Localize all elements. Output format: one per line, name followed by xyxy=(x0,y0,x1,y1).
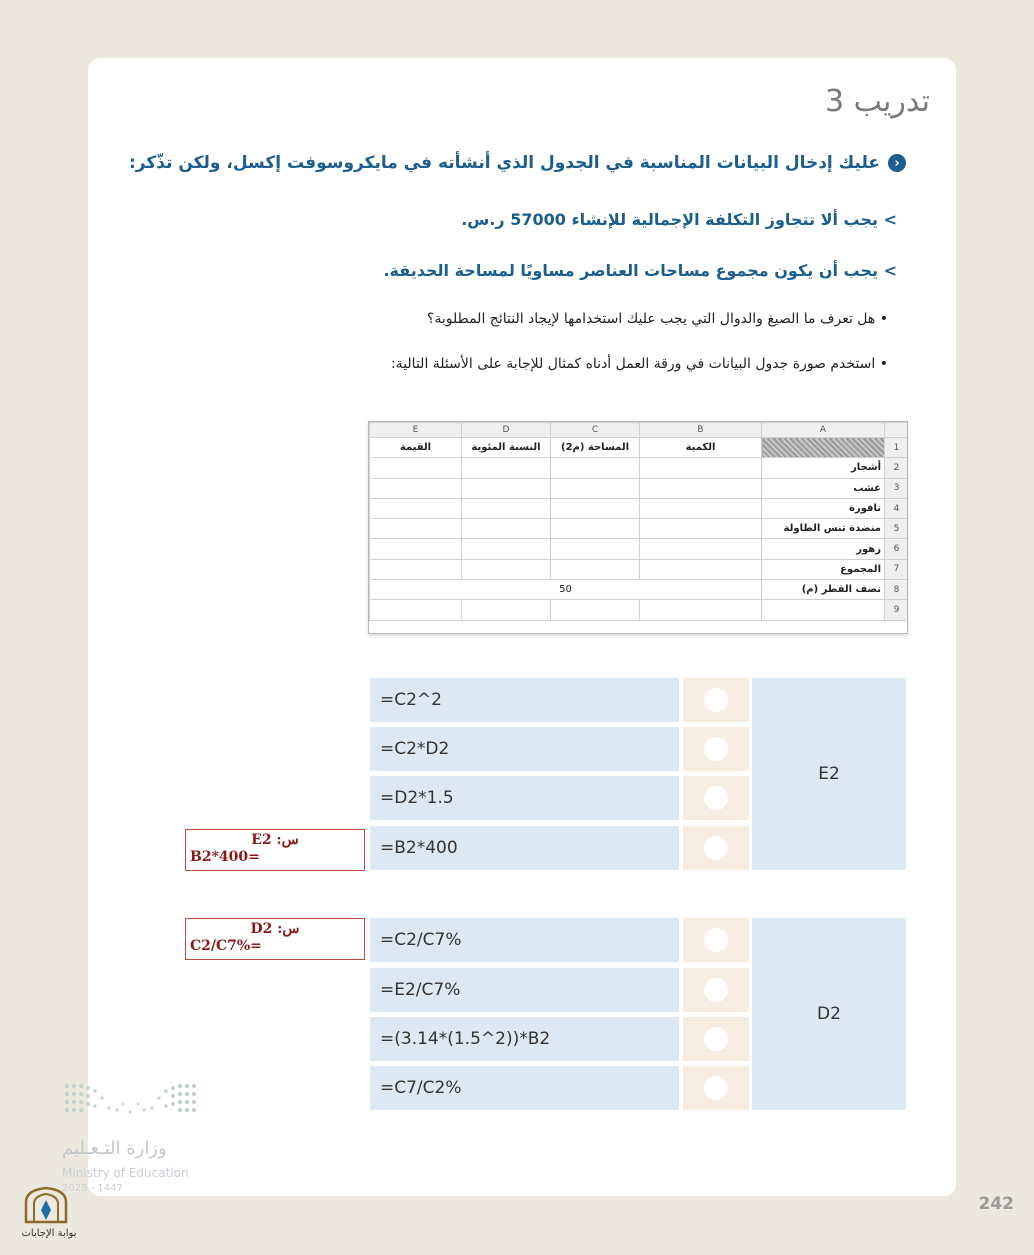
chevron-icon: ‹ xyxy=(888,154,906,172)
radio-button[interactable] xyxy=(704,928,728,952)
row-number: 6 xyxy=(885,539,909,559)
header-area: المساحة (م2) xyxy=(551,438,640,458)
cell xyxy=(551,458,640,478)
radio-cell[interactable] xyxy=(683,1017,749,1061)
cell xyxy=(462,600,551,620)
cell xyxy=(370,498,462,518)
cell xyxy=(640,539,762,559)
ministry-name-english: Ministry of Education xyxy=(62,1166,189,1180)
cell xyxy=(551,559,640,579)
cell xyxy=(551,498,640,518)
question1-cell: E2 xyxy=(752,678,906,870)
cell-a1 xyxy=(762,438,885,458)
radio-cell[interactable] xyxy=(683,1066,749,1110)
site-logo-text: بوابة الإجابات xyxy=(21,1228,77,1239)
cell xyxy=(640,559,762,579)
row-label: أشجار xyxy=(762,458,885,478)
option-q2-c[interactable]: =(3.14*(1.5^2))*B2 xyxy=(370,1017,679,1061)
row-number: 5 xyxy=(885,519,909,539)
cell xyxy=(462,519,551,539)
site-logo-icon xyxy=(18,1186,74,1224)
radio-button[interactable] xyxy=(704,836,728,860)
rule-area: > يجب أن يكون مجموع مساحات العناصر مساويًا لمساحة الحديقة. xyxy=(383,261,897,280)
col-header-e: E xyxy=(370,423,462,438)
cell xyxy=(462,559,551,579)
radio-button[interactable] xyxy=(704,786,728,810)
row-number: 4 xyxy=(885,498,909,518)
row-label: عشب xyxy=(762,478,885,498)
row-number: 2 xyxy=(885,458,909,478)
cell xyxy=(370,519,462,539)
row-number: 1 xyxy=(885,438,909,458)
cell xyxy=(640,458,762,478)
radio-cell[interactable] xyxy=(683,776,749,820)
row-label: نافورة xyxy=(762,498,885,518)
option-q1-d[interactable]: =B2*400 xyxy=(370,826,679,870)
radio-cell[interactable] xyxy=(683,678,749,722)
radio-cell[interactable] xyxy=(683,918,749,962)
radio-button[interactable] xyxy=(704,737,728,761)
cell xyxy=(370,478,462,498)
cell xyxy=(640,478,762,498)
radio-button[interactable] xyxy=(704,978,728,1002)
col-header-d: D xyxy=(462,423,551,438)
corner-cell xyxy=(885,423,909,438)
radio-cell[interactable] xyxy=(683,727,749,771)
cell xyxy=(640,600,762,620)
note-line-2: C2/C7%= xyxy=(190,938,262,954)
radio-button[interactable] xyxy=(704,1027,728,1051)
radius-value: 50 xyxy=(370,580,762,600)
instruction-text: عليك إدخال البيانات المناسبة في الجدول الذي أنشأته في مايكروسوفت إكسل، ولكن تذّكر: xyxy=(128,153,880,173)
cell xyxy=(462,458,551,478)
row-label: نصف القطر (م) xyxy=(762,580,885,600)
cell xyxy=(551,519,640,539)
option-q1-b[interactable]: =C2*D2 xyxy=(370,727,679,771)
rule-cost: > يجب ألا تتجاوز التكلفة الإجمالية للإنشاء 57000 ر.س. xyxy=(461,210,897,229)
option-q1-c[interactable]: =D2*1.5 xyxy=(370,776,679,820)
cell xyxy=(640,519,762,539)
cell xyxy=(462,539,551,559)
row-label: المجموع xyxy=(762,559,885,579)
radio-button[interactable] xyxy=(704,1076,728,1100)
row-number: 8 xyxy=(885,580,909,600)
header-percent: النسبة المئوية xyxy=(462,438,551,458)
col-header-a: A xyxy=(762,423,885,438)
cell xyxy=(370,559,462,579)
answer-note-2 xyxy=(185,918,365,960)
col-header-c: C xyxy=(551,423,640,438)
cell xyxy=(370,539,462,559)
cell xyxy=(640,498,762,518)
question2-cell: D2 xyxy=(752,918,906,1110)
radio-cell[interactable] xyxy=(683,968,749,1012)
bullet-instruction: • استخدم صورة جدول البيانات في ورقة العمل أدناه كمثال للإجابة على الأسئلة التالية: xyxy=(390,356,888,372)
ministry-year: 2025 - 1447 xyxy=(62,1183,123,1194)
row-number: 7 xyxy=(885,559,909,579)
instruction xyxy=(129,153,906,173)
note-line-1: س: E2 xyxy=(251,832,299,848)
cell xyxy=(462,498,551,518)
cell xyxy=(370,600,462,620)
option-q1-a[interactable]: =C2^2 xyxy=(370,678,679,722)
exercise-title: تدريب 3 xyxy=(824,84,930,119)
cell xyxy=(551,600,640,620)
row-label: زهور xyxy=(762,539,885,559)
page-number: 242 xyxy=(978,1194,1014,1214)
radio-cell[interactable] xyxy=(683,826,749,870)
option-q2-a[interactable]: =C2/C7% xyxy=(370,918,679,962)
answer-note-1 xyxy=(185,829,365,871)
col-header-b: B xyxy=(640,423,762,438)
cell xyxy=(370,458,462,478)
row-number: 3 xyxy=(885,478,909,498)
note-line-2: B2*400= xyxy=(190,849,260,865)
bullet-question: • هل تعرف ما الصيغ والدوال التي يجب عليك استخدامها لإيجاد النتائج المطلوبة؟ xyxy=(426,311,888,327)
spreadsheet-image xyxy=(368,421,908,634)
header-quantity: الكمية xyxy=(640,438,762,458)
row-number: 9 xyxy=(885,600,909,620)
cell xyxy=(551,539,640,559)
note-line-1: س: D2 xyxy=(250,921,300,937)
radio-button[interactable] xyxy=(704,688,728,712)
option-q2-b[interactable]: =E2/C7% xyxy=(370,968,679,1012)
cell xyxy=(551,478,640,498)
row-label: منضدة تنس الطاولة xyxy=(762,519,885,539)
cell xyxy=(762,600,885,620)
option-q2-d[interactable]: =C7/C2% xyxy=(370,1066,679,1110)
ministry-name-arabic: وزارة التـعـليم xyxy=(62,1138,167,1159)
header-value: القيمة xyxy=(370,438,462,458)
cell xyxy=(462,478,551,498)
ministry-logo-icon xyxy=(63,1082,198,1118)
